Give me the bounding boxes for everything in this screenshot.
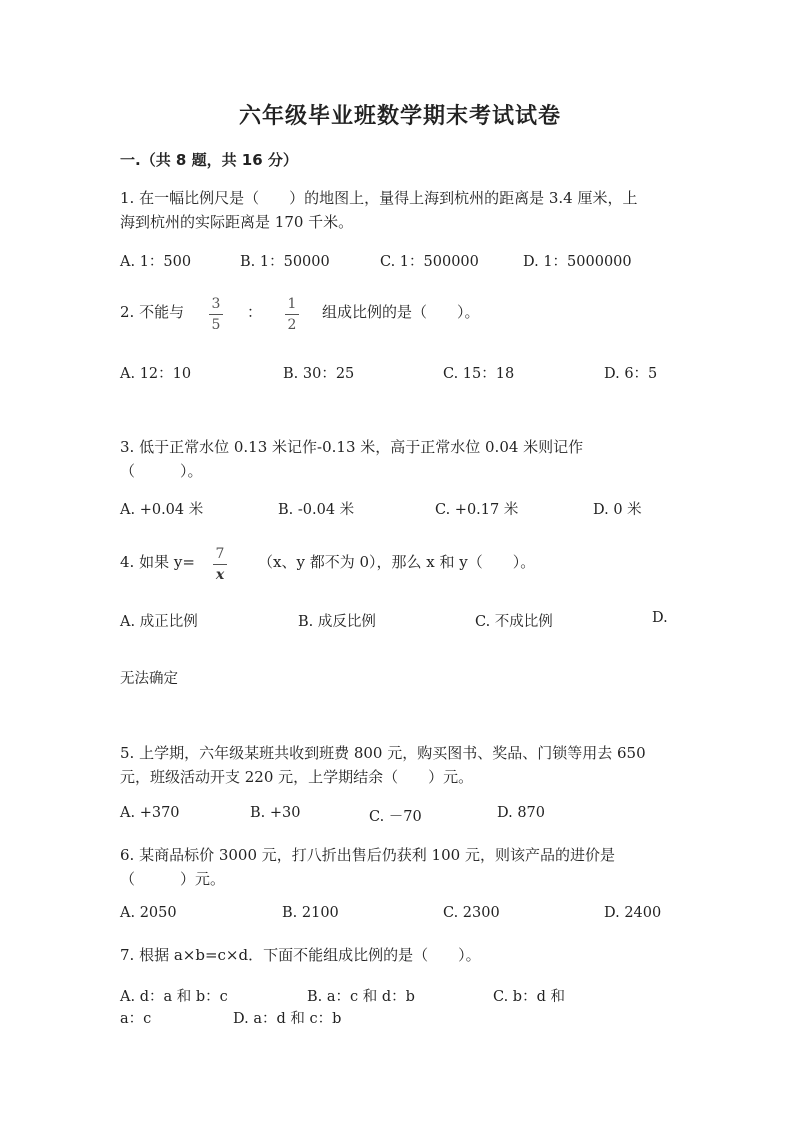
q1-option-d: D. 1：5000000: [523, 254, 632, 270]
ratio-colon: ：: [247, 303, 263, 321]
q2-option-c: C. 15：18: [443, 366, 515, 382]
fraction-1-2: [285, 296, 299, 333]
q4-option-c: C. 不成比例: [475, 614, 553, 630]
q2-option-d: D. 6：5: [604, 366, 658, 382]
q7-option-a: A. d：a 和 b：c: [120, 989, 228, 1005]
q1-option-a: A. 1：500: [120, 254, 192, 270]
q3-option-d: D. 0 米: [593, 502, 642, 518]
fraction-7-x: [213, 546, 227, 583]
question-2-suffix: 组成比例的是（ ）。: [322, 303, 480, 321]
q5-option-c: C. －70: [369, 809, 422, 825]
q1-option-b: B. 1：50000: [240, 254, 330, 270]
question-5-line-1: 5. 上学期，六年级某班共收到班费 800 元，购买图书、奖品、门锁等用去 650: [120, 744, 646, 762]
q5-option-d: D. 870: [497, 805, 546, 821]
q1-option-c: C. 1：500000: [380, 254, 479, 270]
fraction-3-5: [209, 296, 223, 333]
q7-option-b: B. a：c 和 d：b: [307, 989, 415, 1005]
page-title: 六年级毕业班数学期末考试试卷: [238, 104, 561, 129]
q7-option-d: D. a：d 和 c：b: [233, 1011, 342, 1027]
section-heading: 一.（共 8 题，共 16 分）: [120, 151, 298, 169]
q4-option-d-text: 无法确定: [120, 671, 178, 687]
fraction-bar: [285, 314, 299, 315]
q4-option-d: D.: [652, 610, 668, 626]
question-4-prefix: 4. 如果 y=: [120, 553, 195, 571]
q3-option-c: C. +0.17 米: [435, 502, 519, 518]
q2-option-b: B. 30：25: [283, 366, 355, 382]
question-7-line-1: 7. 根据 a×b=c×d．下面不能组成比例的是（ ）。: [120, 946, 481, 964]
fraction-numerator: 1: [287, 296, 297, 312]
question-3-line-2: （ ）。: [120, 462, 203, 480]
fraction-denominator: x: [215, 567, 225, 583]
q7-option-c-text: a：c: [120, 1011, 152, 1027]
fraction-bar: [209, 314, 223, 315]
question-6-line-2: （ ）元。: [120, 870, 226, 888]
q6-option-b: B. 2100: [282, 905, 339, 921]
q5-option-b: B. +30: [250, 805, 301, 821]
fraction-numerator: 3: [211, 296, 221, 312]
q3-option-a: A. +0.04 米: [120, 502, 204, 518]
q2-option-a: A. 12：10: [120, 366, 192, 382]
q6-option-d: D. 2400: [604, 905, 662, 921]
question-6-line-1: 6. 某商品标价 3000 元，打八折出售后仍获利 100 元，则该产品的进价是: [120, 846, 615, 864]
fraction-numerator: 7: [215, 546, 225, 562]
question-1-line-2: 海到杭州的实际距离是 170 千米。: [120, 213, 354, 231]
q5-option-a: A. +370: [120, 805, 180, 821]
question-3-line-1: 3. 低于正常水位 0.13 米记作-0.13 米，高于正常水位 0.04 米则记作: [120, 438, 584, 456]
fraction-denominator: 2: [287, 317, 297, 333]
q4-option-a: A. 成正比例: [120, 614, 198, 630]
q4-option-b: B. 成反比例: [298, 614, 376, 630]
question-5-line-2: 元，班级活动开支 220 元，上学期结余（ ）元。: [120, 768, 474, 786]
question-2-prefix: 2. 不能与: [120, 303, 185, 321]
fraction-bar: [213, 564, 227, 565]
q7-option-c: C. b：d 和: [493, 989, 565, 1005]
question-1-line-1: 1. 在一幅比例尺是（ ）的地图上，量得上海到杭州的距离是 3.4 厘米，上: [120, 189, 638, 207]
fraction-denominator: 5: [211, 317, 221, 333]
q6-option-a: A. 2050: [120, 905, 177, 921]
q3-option-b: B. -0.04 米: [278, 502, 355, 518]
q6-option-c: C. 2300: [443, 905, 500, 921]
question-4-suffix: （x、y 都不为 0），那么 x 和 y（ ）。: [258, 553, 536, 571]
